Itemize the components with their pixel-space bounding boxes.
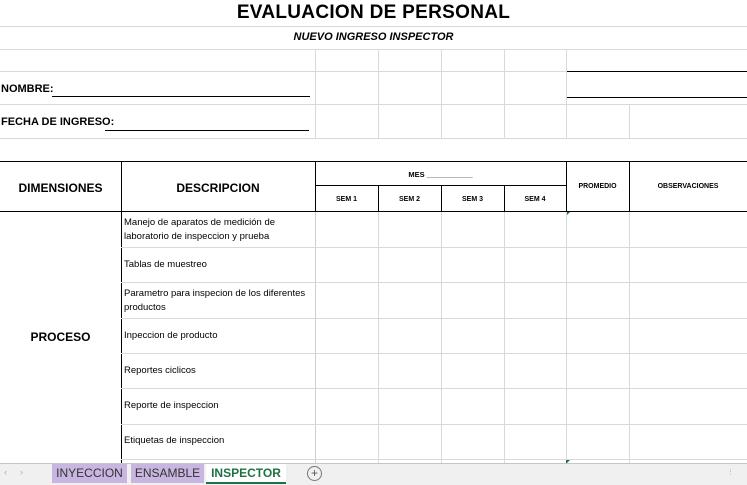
date-label: FECHA DE INGRESO:: [1, 116, 115, 128]
gridline: [441, 212, 442, 463]
row-description[interactable]: Parametro para inspecion de los diferentes productos: [124, 288, 306, 313]
table-border: [0, 161, 747, 162]
gridline: [0, 104, 747, 105]
sheet-title: EVALUACION DE PERSONAL: [236, 2, 511, 23]
signature-line: [567, 71, 747, 72]
row-description[interactable]: Reportes ciclicos: [124, 365, 196, 376]
header-dimensiones: DIMENSIONES: [18, 181, 103, 195]
gridline: [121, 282, 747, 283]
dimension-proceso: PROCESO: [30, 330, 91, 344]
gridline: [629, 104, 630, 138]
gridline: [0, 26, 747, 27]
sheet-tab-bar: [0, 463, 747, 485]
row-description[interactable]: Reporte de inspeccion: [124, 400, 219, 411]
table-border: [0, 211, 747, 212]
header-descripcion: DESCRIPCION: [176, 181, 260, 195]
more-options-icon[interactable]: ⋮: [727, 469, 734, 476]
tab-ensamble[interactable]: ENSAMBLE: [131, 464, 204, 483]
gridline: [504, 49, 505, 138]
gridline: [0, 49, 747, 50]
gridline: [566, 49, 567, 138]
gridline: [0, 138, 747, 139]
gridline: [378, 212, 379, 463]
header-week: SEM 2: [398, 196, 420, 203]
gridline: [121, 459, 747, 460]
tab-inspector[interactable]: INSPECTOR: [206, 464, 286, 484]
gridline: [441, 49, 442, 138]
gridline: [0, 71, 567, 72]
gridline: [121, 388, 747, 389]
gridline: [121, 247, 747, 248]
row-description[interactable]: Tablas de muestreo: [124, 259, 207, 270]
gridline: [121, 318, 747, 319]
header-week: SEM 3: [461, 196, 483, 203]
gridline: [629, 212, 630, 463]
scroll-left-icon[interactable]: ‹: [4, 467, 7, 477]
header-observaciones: OBSERVACIONES: [657, 183, 719, 190]
name-input-line[interactable]: [52, 96, 310, 97]
gridline: [566, 212, 567, 463]
gridline: [121, 424, 747, 425]
row-description[interactable]: Manejo de aparatos de medición de laboratorio de inspeccion y prueba: [124, 217, 276, 242]
date-input-line[interactable]: [105, 130, 309, 131]
name-label: NOMBRE:: [1, 83, 54, 95]
row-description[interactable]: Etiquetas de inspeccion: [124, 435, 225, 446]
header-week: SEM 4: [524, 196, 546, 203]
add-sheet-icon[interactable]: +: [307, 466, 322, 481]
sheet-subtitle: NUEVO INGRESO INSPECTOR: [293, 31, 454, 43]
gridline: [504, 212, 505, 463]
header-promedio: PROMEDIO: [578, 183, 617, 190]
gridline: [121, 353, 747, 354]
scroll-right-icon[interactable]: ›: [20, 467, 23, 477]
table-border: [315, 161, 316, 212]
table-border: [121, 161, 122, 463]
header-mes: MES ___________: [408, 170, 473, 179]
signature-line: [567, 97, 747, 98]
gridline: [378, 49, 379, 138]
row-description[interactable]: Inpeccion de producto: [124, 330, 218, 341]
tab-inyeccion[interactable]: INYECCION: [52, 464, 127, 483]
header-week: SEM 1: [335, 196, 357, 203]
gridline: [315, 49, 316, 138]
gridline: [315, 212, 316, 463]
